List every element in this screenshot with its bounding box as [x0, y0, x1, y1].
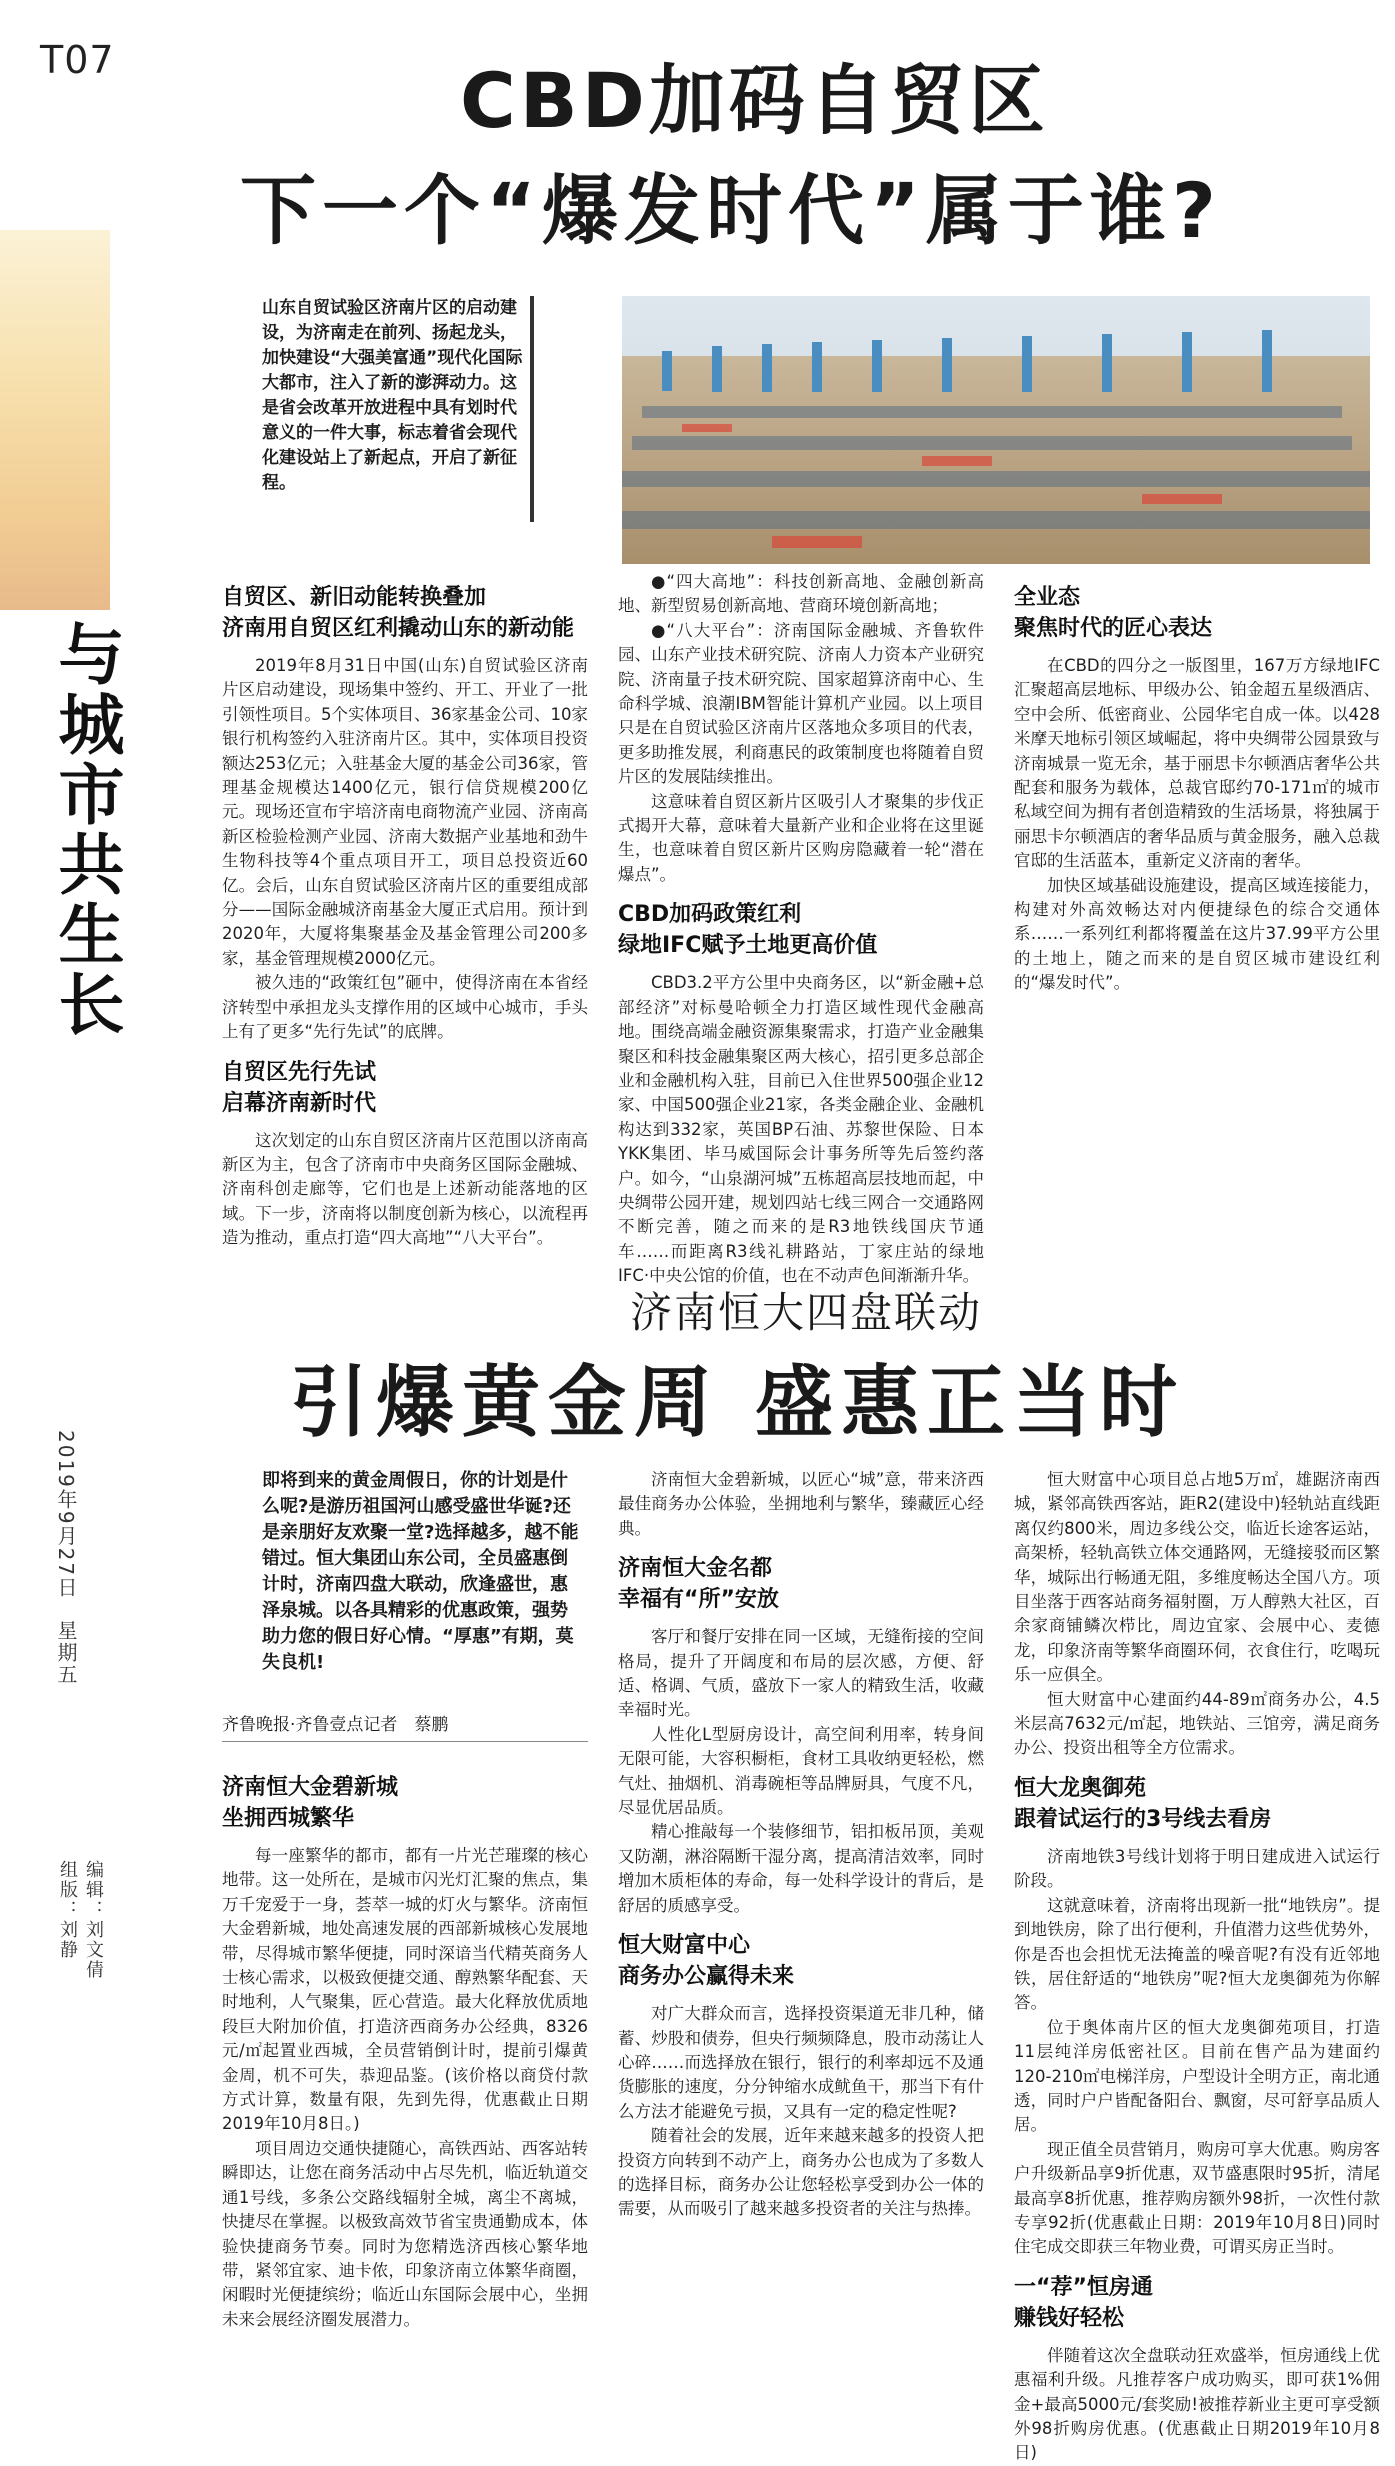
section-heading-line: 商务办公赢得未来	[618, 1964, 795, 1990]
paragraph: 济南地铁3号线计划将于明日建成进入试运行阶段。	[1014, 1846, 1380, 1891]
section-heading-line: 一“荐”恒房通	[1014, 2274, 1153, 2300]
issue-weekday: 星期五	[54, 1620, 78, 1686]
paragraph: 项目周边交通快捷随心，高铁西站、西客站转瞬即达，让您在商务活动中占尽先机，临近轨道交通1号线，多条公交路线辐射全城，离尘不离城，快捷尽在掌握。以极致高效节省宝贵通勤成本，体验快捷商务节奏。同时为您精选济西核心繁华地带，紧邻宜家、迪卡侬，印象济南立体繁华商圈，闲暇时光便捷缤纷；临近山东国际会展中心，坐拥未来会展经济圈发展潜力。	[222, 2138, 588, 2329]
headline-line-1: CBD加码自贸区	[460, 56, 1049, 145]
section-heading	[222, 1772, 588, 1834]
byline: 齐鲁晚报·齐鲁壹点记者 蔡鹏	[222, 1710, 588, 1742]
paragraph: 2019年8月31日中国(山东)自贸试验区济南片区启动建设，现场集中签约、开工、开业了一批引领性项目。5个实体项目、36家基金公司、10家银行机构签约入驻济南片区。其中，实体项目投资额达253亿元；入驻基金大厦的基金公司36家，管理基金规模达1400亿元，银行信贷规模200亿元。现场还宣布宇培济南电商物流产业园、济南高新区检验检测产业园、济南大数据产业基地和劲牛生物科技等4个重点项目开工，项目总投资近60亿。会后，山东自贸试验区济南片区的重要组成部分——国际金融城济南基金大厦正式启用。预计到2020年，大厦将集聚基金及基金管理公司200多家，基金管理规模2000亿元。	[222, 656, 588, 968]
paragraph: 现正值全员营销月，购房可享大优惠。购房客户升级新品享9折优惠，双节盛惠限时95折，清尾最高享8折优惠，推荐购房额外98折，一次性付款专享92折(优惠截止日期：2019年10月8日)同时住宅成交即获三年物业费，可谓买房正当时。	[1014, 2139, 1380, 2257]
section-heading-line: 幸福有“所”安放	[618, 1587, 779, 1613]
paragraph: 随着社会的发展，近年来越来越多的投资人把投资方向转到不动产上，商务办公也成为了多数人的选择目标，商务办公让您轻松享受到办公一体的需要，从而吸引了越来越多投资者的关注与热捧。	[618, 2126, 984, 2219]
article2-column-1	[222, 1760, 588, 2332]
section-heading	[618, 1930, 984, 1992]
paragraph: 加快区域基础设施建设，提高区域连接能力，构建对外高效畅达对内便捷绿色的综合交通体系……一系列红利都将覆盖在这片37.99平方公里的土地上，随之而来的是自贸区城市建设红利的“爆发时代”。	[1014, 875, 1380, 993]
section-heading	[222, 1057, 588, 1119]
article1-intro: 山东自贸试验区济南片区的启动建设，为济南走在前列、扬起龙头，加快建设“大强美富通”现代化国际大都市，注入了新的澎湃动力。这是省会改革开放进程中具有划时代意义的一件大事，标志着省会现代化建设站上了新起点，开启了新征程。	[262, 298, 523, 493]
section-heading-line: 自贸区先行先试	[222, 1059, 377, 1085]
section-heading-line: 恒大财富中心	[618, 1933, 751, 1959]
section-heading-line: 启幕济南新时代	[222, 1090, 377, 1116]
headline-line-2: 下一个“爆发时代”属于谁?	[240, 166, 1222, 255]
page-number: T07	[40, 38, 115, 82]
paragraph: ●“四大高地”：科技创新高地、金融创新高地、新型贸易创新高地、营商环境创新高地；	[618, 572, 984, 616]
editor-credits	[54, 1860, 106, 1980]
paragraph: 每一座繁华的都市，都有一片光芒璀璨的核心地带。这一处所在，是城市闪光灯汇聚的焦点，集万千宠爱于一身，荟萃一城的灯火与繁华。济南恒大金碧新城，地处高速发展的西部新城核心发展地带，尽得城市繁华便捷，同时深谙当代精英商务人士核心需求，以极致便捷交通、醇熟繁华配套、天时地利，人气聚集，匠心营造。最大化释放优质地段巨大附加价值，打造济西商务办公经典，8326元/㎡起置业西城，全员营销倒计时，提前引爆黄金周，机不可失，恭迎品鉴。(该价格以商贷付款方式计算，数量有限，先到先得，优惠截止日期2019年10月8日。)	[222, 1846, 588, 2134]
article2-column-3	[1014, 1468, 1380, 2466]
section-heading-line: 坐拥西城繁华	[222, 1806, 355, 1831]
article2-column-2	[618, 1468, 984, 2222]
paragraph: 在CBD的四分之一版图里，167万方绿地IFC汇聚超高层地标、甲级办公、铂金超五星级酒店、空中会所、低密商业、公园华宅自成一体。以428米摩天地标引领区域崛起，将中央绸带公园景致与济南城景一览无余，基于丽思卡尔顿酒店奢华公共配套和服务为载体，总裁官邸约70-171㎡的城市私域空间为拥有者创造精致的生活场景，将独属于丽思卡尔顿酒店的奢华品质与黄金服务，融入总裁官邸的生活蓝本，重新定义济南的奢华。	[1014, 656, 1380, 871]
paragraph: ●“八大平台”：济南国际金融城、齐鲁软件园、山东产业技术研究院、济南人力资本产业研究院、济南量子技术研究院、国家超算济南中心、生命科学城、浪潮IBM智能计算机产业园。以上项目只是在自贸试验区济南片区落地众多项目的代表，更多助推发展，利商惠民的政策制度也将随着自贸片区的发展陆续推出。	[618, 620, 984, 787]
section-heading	[618, 899, 984, 961]
section-heading-line: CBD加码政策红利	[618, 902, 802, 928]
section-heading-line: 绿地IFC赋予土地更高价值	[618, 933, 878, 959]
section-heading-line: 济南恒大金名都	[618, 1556, 773, 1582]
article2-kicker: 济南恒大四盘联动	[630, 1288, 983, 1337]
port-photo	[622, 296, 1370, 564]
paragraph: 人性化L型厨房设计，高空间利用率，转身间无限可能，大容积橱柜，食材工具收纳更轻松，燃气灶、抽烟机、消毒碗柜等品牌厨具，气度不凡，尽显优居品质。	[618, 1724, 984, 1818]
column-title-vertical: 与城市共生长	[47, 620, 125, 1040]
paragraph: 恒大财富中心项目总占地5万㎡，雄踞济南西城，紧邻高铁西客站，距R2(建设中)轻轨站直线距离仅约800米，周边多线公交，临近长途客运站，高架桥，轻轨高铁立体交通路网，无缝接驳而区繁华，城际出行畅通无阻，多维度畅达全国八方。项目坐落于西客站商务福射圈，万人醇熟大社区，百余家商铺鳞次栉比，周边宜家、会展中心、麦德龙，印象济南等繁华商圈环伺，衣食住行，吃喝玩乐一应俱全。	[1014, 1470, 1380, 1685]
editor-name: 编辑：刘文倩	[83, 1860, 104, 1980]
city-skyline-decoration	[0, 230, 110, 610]
port-photo-image	[622, 296, 1370, 564]
section-heading-line: 聚焦时代的匠心表达	[1014, 616, 1213, 641]
paragraph: 恒大财富中心建面约44-89㎡商务办公，4.5米层高7632元/㎡起，地铁站、三馆旁，满足商务办公、投资出租等全方位需求。	[1014, 1689, 1380, 1758]
section-heading	[222, 582, 588, 644]
paragraph: 这次划定的山东自贸区济南片区范围以济南高新区为主，包含了济南市中央商务区国际金融城、济南科创走廊等，它们也是上述新动能落地的区域。下一步，济南将以制度创新为核心，以流程再造为推动，重点打造“四大高地”“八大平台”。	[222, 1130, 588, 1248]
paragraph: 对广大群众而言，选择投资渠道无非几种，储蓄、炒股和债券，但央行频频降息，股市动荡让人心碎……而选择放在银行，银行的利率却远不及通货膨胀的速度，分分钟缩水成鱿鱼干，那当下有什么方法才能避免亏损，又具有一定的稳定性呢?	[618, 2004, 984, 2121]
article1-column-1	[222, 570, 588, 1251]
section-heading-line: 济南恒大金碧新城	[222, 1775, 399, 1800]
layout-editor-name: 组版：刘静	[57, 1860, 78, 1960]
article2-headline: 引爆黄金周 盛惠正当时	[290, 1358, 1186, 1448]
paragraph: 这就意味着，济南将出现新一批“地铁房”。提到地铁房，除了出行便利，升值潜力这些优势外，你是否也会担忧无法掩盖的噪音呢?有没有近邻地铁，居住舒适的“地铁房”呢?恒大龙奥御苑为你解答。	[1014, 1895, 1380, 2013]
article1-column-3	[1014, 570, 1380, 996]
section-heading	[1014, 2272, 1380, 2334]
section-heading	[1014, 1773, 1380, 1835]
section-heading-line: 济南用自贸区红利撬动山东的新动能	[222, 616, 575, 641]
paragraph: 济南恒大金碧新城，以匠心“城”意，带来济西最佳商务办公体验，坐拥地利与繁华，臻藏匠心经典。	[618, 1470, 984, 1538]
paragraph: 精心推敲每一个装修细节，铝扣板吊顶，美观又防潮，淋浴隔断干湿分离，提高清洁效率，同时增加木质柜体的寿命，每一处科学设计的背后，是舒居的质感享受。	[618, 1822, 984, 1915]
paragraph: 伴随着这次全盘联动狂欢盛举，恒房通线上优惠福利升级。凡推荐客户成功购买，即可获1%佣金+最高5000元/套奖励!被推荐新业主更可享受额外98折购房优惠。(优惠截止日期2019年10月8日)	[1014, 2345, 1380, 2463]
section-heading-line: 跟着试运行的3号线去看房	[1014, 1806, 1272, 1832]
paragraph: 客厅和餐厅安排在同一区域，无缝衔接的空间格局，提升了开阔度和布局的层次感，方便、舒适、格调、气质，盛放下一家人的精致生活，收藏幸福时光。	[618, 1627, 984, 1720]
section-heading-line: 赚钱好轻松	[1014, 2305, 1125, 2331]
paragraph: CBD3.2平方公里中央商务区，以“新金融+总部经济”对标曼哈顿全力打造区域性现代金融高地。围绕高端金融资源集聚需求，打造产业金融集聚区和科技金融集聚区两大核心，招引更多总部企业和金融机构入驻，目前已入住世界500强企业12家、中国500强企业21家，各类金融企业、金融机构达到332家，英国BP石油、苏黎世保险、日本YKK集团、毕马威国际会计事务所等先后签约落户。如今，“山泉湖河城”五栋超高层技地而起，中央绸带公园开建，规划四站七线三网合一交通路网不断完善，随之而来的是R3地铁线国庆节通车……而距离R3线礼耕路站，丁家庄站的绿地IFC·中央公馆的价值，也在不动声色间渐渐升华。	[618, 973, 984, 1286]
intro-divider	[530, 296, 534, 522]
section-heading-line: 全业态	[1014, 585, 1081, 610]
section-heading	[618, 1553, 984, 1615]
section-heading-line: 恒大龙奥御苑	[1014, 1775, 1147, 1801]
paragraph: 这意味着自贸区新片区吸引人才聚集的步伐正式揭开大幕，意味着大量新产业和企业将在这里诞生，也意味着自贸区新片区购房隐藏着一轮“潜在爆点”。	[618, 791, 984, 884]
article1-column-2	[618, 570, 984, 1289]
issue-date: 2019年9月27日	[54, 1430, 78, 1600]
paragraph: 被久违的“政策红包”砸中，使得济南在本省经济转型中承担龙头支撑作用的区域中心城市，手头上有了更多“先行先试”的底牌。	[222, 973, 588, 1042]
section-heading	[1014, 582, 1380, 644]
article2-intro: 即将到来的黄金周假日，你的计划是什么呢?是游历祖国河山感受盛世华诞?还是亲朋好友欢聚一堂?选择越多，越不能错过。恒大集团山东公司，全员盛惠倒计时，济南四盘大联动，欣逢盛世，惠泽泉城。以各具精彩的优惠政策，强势助力您的假日好心情。“厚惠”有期，莫失良机!	[262, 1470, 579, 1673]
paragraph: 位于奥体南片区的恒大龙奥御苑项目，打造11层纯洋房低密社区。目前在售产品为建面约120-210㎡电梯洋房，户型设计全明方正，南北通透，同时户户皆配备阳台、飘窗，尽可舒享品质人居。	[1014, 2017, 1380, 2135]
section-heading-line: 自贸区、新旧动能转换叠加	[222, 585, 487, 610]
